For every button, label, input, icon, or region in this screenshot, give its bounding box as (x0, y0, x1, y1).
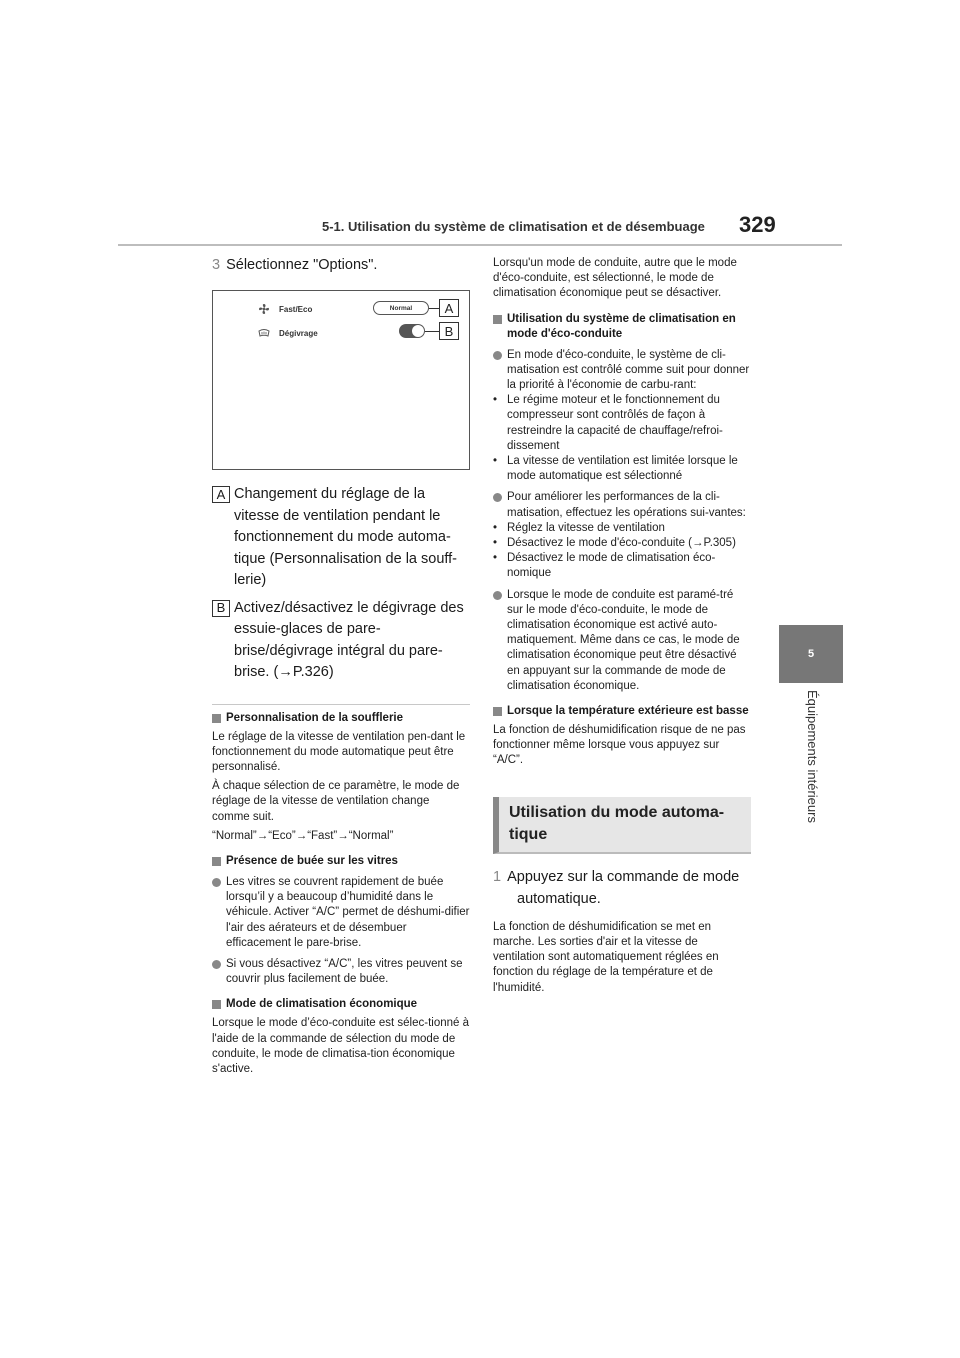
list-item: • Désactivez le mode d'éco-conduite (→P.305) (493, 536, 751, 551)
list-item: • Désactivez le mode de climatisation éco-nomique (493, 551, 751, 581)
bullet-list (493, 393, 751, 484)
term-b-text: Activez/désactivez le dégivrage des essuie-glaces de pare-brise/dégivrage intégral du pare-brise. (→P.326) (234, 599, 464, 680)
para: Le réglage de la vitesse de ventilation pen-dant le fonctionnement du mode automatique peut être personnalisé. (212, 730, 466, 773)
windshield-defrost-icon (257, 327, 271, 339)
dot-item: Les vitres se couvrent rapidement de buée lorsqu’il y a beaucoup d’humidité dans le véhicule. Activer “A/C” permet de déshumi-difier l'air des aérateurs et de désembuer efficacement le pare-brise. (212, 875, 470, 951)
step-text-continued: automatique. (517, 890, 601, 907)
defrost-label: Dégivrage (279, 328, 318, 338)
para: Lorsqu'un mode de conduite, autre que le mode d'éco-conduite, est sélectionné, le mode de climatisation économique peut se désactiver. (493, 257, 737, 300)
page-number: 329 (739, 212, 776, 237)
heading-eco-clim: Mode de climatisation économique (212, 997, 470, 1012)
step-text: Appuyez sur la commande de mode (507, 868, 740, 885)
step-number: 3 (212, 257, 221, 273)
heading-temp-basse: Lorsque la température extérieure est basse (493, 704, 751, 719)
fast-eco-label: Fast/Eco (279, 304, 313, 314)
para: Lorsque le mode d’éco-conduite est sélec-tionné à l'aide de la commande de sélection du mode de conduite, le mode de climatisa-tion économique s'active. (212, 1017, 469, 1075)
chapter-tab: 5 (779, 625, 843, 683)
chapter-side-label: Équipements intérieurs (805, 690, 820, 823)
term-a-text: Changement du réglage de la vitesse de ventilation pendant le fonctionnement du mode automa-tique (Personnalisation de la souff-lerie) (234, 486, 458, 588)
list-item: • Le régime moteur et le fonctionnement du compresseur sont contrôlés de façon à restreindre la capacité de chauffage/refroi-dissement (493, 393, 751, 454)
term-a (212, 484, 470, 592)
callout-a-line (429, 308, 439, 309)
term-b-key: B (212, 600, 230, 617)
heading-eco-conduite: Utilisation du système de climatisation en mode d'éco-conduite (493, 312, 751, 342)
para: La fonction de déshumidification risque de ne pas fonctionner même lorsque vous appuyez sur “A/C”. (493, 724, 746, 767)
step-3 (212, 254, 470, 276)
callout-b: B (439, 322, 459, 340)
heading-buee: Présence de buée sur les vitres (212, 854, 470, 869)
fast-eco-row (257, 303, 312, 315)
chapter-header: 5-1. Utilisation du système de climatisation et de désembuage (322, 219, 705, 234)
right-column (493, 256, 751, 996)
term-b (212, 598, 470, 684)
callout-b-line (425, 331, 439, 332)
para: La fonction de déshumidification se met en marche. Les sorties d'air et la vitesse de ventilation sont automatiquement réglées en fonction du réglage de la température et de l'humidité. (493, 920, 719, 994)
defrost-toggle[interactable] (399, 324, 425, 338)
heading-soufflerie: Personnalisation de la soufflerie (212, 711, 470, 726)
step-number: 1 (493, 868, 502, 885)
dot-item: En mode d'éco-conduite, le système de cli-matisation est contrôlé comme suit pour donner la priorité à l'économie de carbu-rant: (493, 348, 751, 394)
step-1 (493, 866, 751, 910)
list-item: • Réglez la vitesse de ventilation (493, 521, 751, 536)
bullet-list (493, 521, 751, 582)
step-text: Sélectionnez "Options". (226, 257, 378, 273)
term-a-key: A (212, 486, 230, 503)
options-screen-illustration (212, 290, 470, 470)
fan-mode-button[interactable]: Normal (373, 301, 429, 315)
para: À chaque sélection de ce paramètre, le mode de réglage de la vitesse de ventilation change comme suit. (212, 780, 460, 823)
callout-a: A (439, 299, 459, 317)
dot-item: Si vous désactivez “A/C”, les vitres peuvent se couvrir plus facilement de buée. (212, 957, 470, 987)
dot-item: Pour améliorer les performances de la cli-matisation, effectuez les opérations sui-vantes: (493, 490, 751, 520)
defrost-row (257, 327, 318, 339)
dot-item: Lorsque le mode de conduite est paramé-tré sur le mode d'éco-conduite, le mode de climatisation économique est activé auto-matiquement. Même dans ce cas, le mode de climatisation économique peut être désactivé en appuyant sur la commande de mode de climatisation économique. (493, 588, 751, 694)
fan-icon (257, 303, 271, 315)
section-divider (212, 704, 470, 705)
left-column (212, 254, 470, 1077)
fan-mode-sequence: “Normal”→“Eco”→“Fast”→“Normal” (212, 829, 394, 842)
section-title-auto-mode: Utilisation du mode automa-tique (493, 797, 751, 854)
list-item: • La vitesse de ventilation est limitée lorsque le mode automatique est sélectionné (493, 454, 751, 484)
header-rule (118, 244, 842, 246)
